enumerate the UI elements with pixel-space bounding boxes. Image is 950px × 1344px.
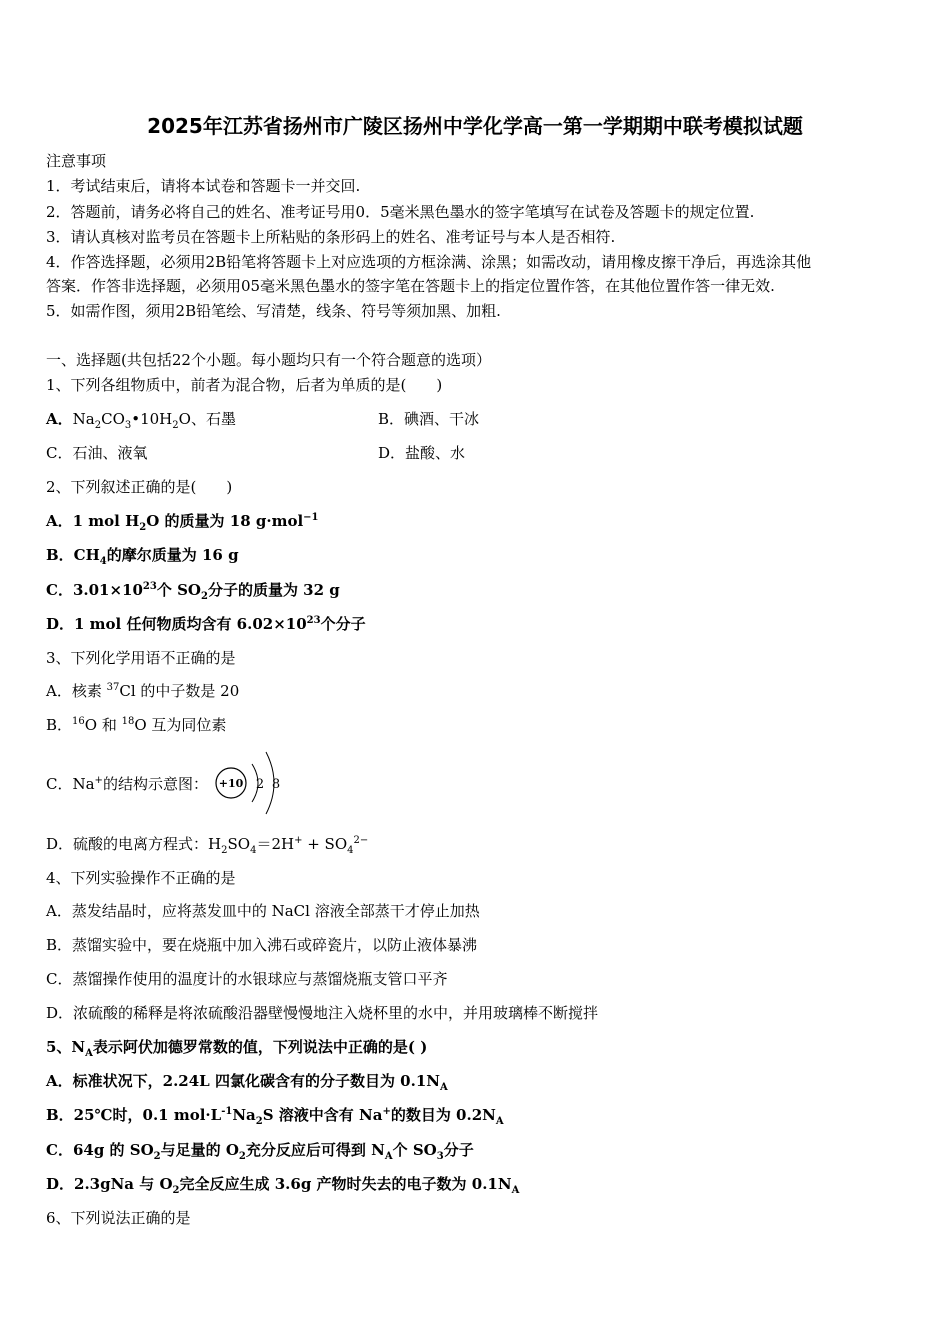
q1-option-d: D．盐酸、水 [378,444,466,462]
notice-item-1: 1．考试结束后，请将本试卷和答题卡一并交回. [46,177,361,195]
q5-option-d: D．2.3gNa 与 $O_2$完全反应生成 3.6g 产物时失去的电子数为 $0.1N_A$ [46,1175,520,1196]
q2-stem: 2、下列叙述正确的是( ) [46,478,233,496]
q4-option-c: C．蒸馏操作使用的温度计的水银球应与蒸馏烧瓶支管口平齐 [46,970,448,988]
notice-item-5: 5．如需作图，须用2B铅笔绘、写清楚，线条、符号等须加黑、加粗. [46,302,501,320]
q4-option-a: A．蒸发结晶时，应将蒸发皿中的 NaCl 溶液全部蒸干才停止加热 [46,902,480,920]
notice-item-3: 3．请认真核对监考员在答题卡上所粘贴的条形码上的姓名、准考证号与本人是否相符. [46,228,616,246]
q3-option-b: B．$^{16}$O 和 $^{18}$O 互为同位素 [46,716,227,734]
notice-heading: 注意事项 [46,152,107,170]
q6-stem: 6、下列说法正确的是 [46,1209,191,1227]
na-ion-structure-diagram [214,750,294,816]
q1-option-a: A．$Na_2CO_3•10H_2O$、石墨 [46,410,236,431]
shell-1-electrons: 2 [255,777,265,792]
notice-item-4-cont: 答案．作答非选择题，必须用05毫米黑色墨水的签字笔在答题卡上的指定位置作答，在其他位置作答一律无效. [46,277,775,295]
q5-option-b: B．25℃时，0.1 $mol\cdot L^{-1}Na_2S$ 溶液中含有 Na+的数目为 $0.2N_A$ [46,1106,504,1127]
q4-stem: 4、下列实验操作不正确的是 [46,869,236,887]
notice-item-2: 2．答题前，请务必将自己的姓名、准考证号用0．5毫米黑色墨水的签字笔填写在试卷及答题卡的规定位置. [46,203,755,221]
nucleus-charge: +10 [218,777,244,790]
q5-option-a: A．标准状况下，2.24L 四氯化碳含有的分子数目为 $0.1N_A$ [46,1072,448,1093]
q2-option-b: B．$CH_4$的摩尔质量为 16 g [46,546,239,567]
q3-option-a: A．核素 $^{37}$Cl 的中子数是 20 [46,682,240,700]
notice-item-4: 4．作答选择题，必须用2B铅笔将答题卡上对应选项的方框涂满、涂黑；如需改动，请用橡皮擦干净后，再选涂其他 [46,253,812,271]
q5-stem: 5、$N_A$表示阿伏加德罗常数的值，下列说法中正确的是( ) [46,1038,428,1059]
q3-option-d: D．硫酸的电离方程式：$H_2SO_4=2H^+ + SO_4^{2-}$ [46,835,369,856]
q4-option-b: B．蒸馏实验中，要在烧瓶中加入沸石或碎瓷片，以防止液体暴沸 [46,936,478,954]
q1-option-c: C．石油、液氧 [46,444,148,462]
q2-option-a: A．1 mol $H_2O$ 的质量为 18 g·mol$^{-1}$ [46,512,319,533]
q1-option-b: B．碘酒、干冰 [378,410,480,428]
shell-2-electrons: 8 [271,777,281,792]
q3-option-c: C．Na+的结构示意图： [46,775,208,793]
q1-stem: 1、下列各组物质中，前者为混合物，后者为单质的是( ) [46,376,443,394]
exam-title: 2025年江苏省扬州市广陵区扬州中学化学高一第一学期期中联考模拟试题 [147,114,803,138]
q2-option-c: C．$3.01\times 10^{23}$个 $SO_2$分子的质量为 32 g [46,581,340,602]
q2-option-d: D．1 mol 任何物质均含有 $6.02\times 10^{23}$个分子 [46,615,366,633]
q4-option-d: D．浓硫酸的稀释是将浓硫酸沿器壁慢慢地注入烧杯里的水中，并用玻璃棒不断搅拌 [46,1004,599,1022]
section-heading: 一、选择题(共包括22个小题。每小题均只有一个符合题意的选项） [46,351,491,369]
q5-option-c: C．64g 的 $SO_2$与足量的 $O_2$充分反应后可得到 $N_A$个 $SO_3$分子 [46,1141,474,1162]
q3-stem: 3、下列化学用语不正确的是 [46,649,236,667]
